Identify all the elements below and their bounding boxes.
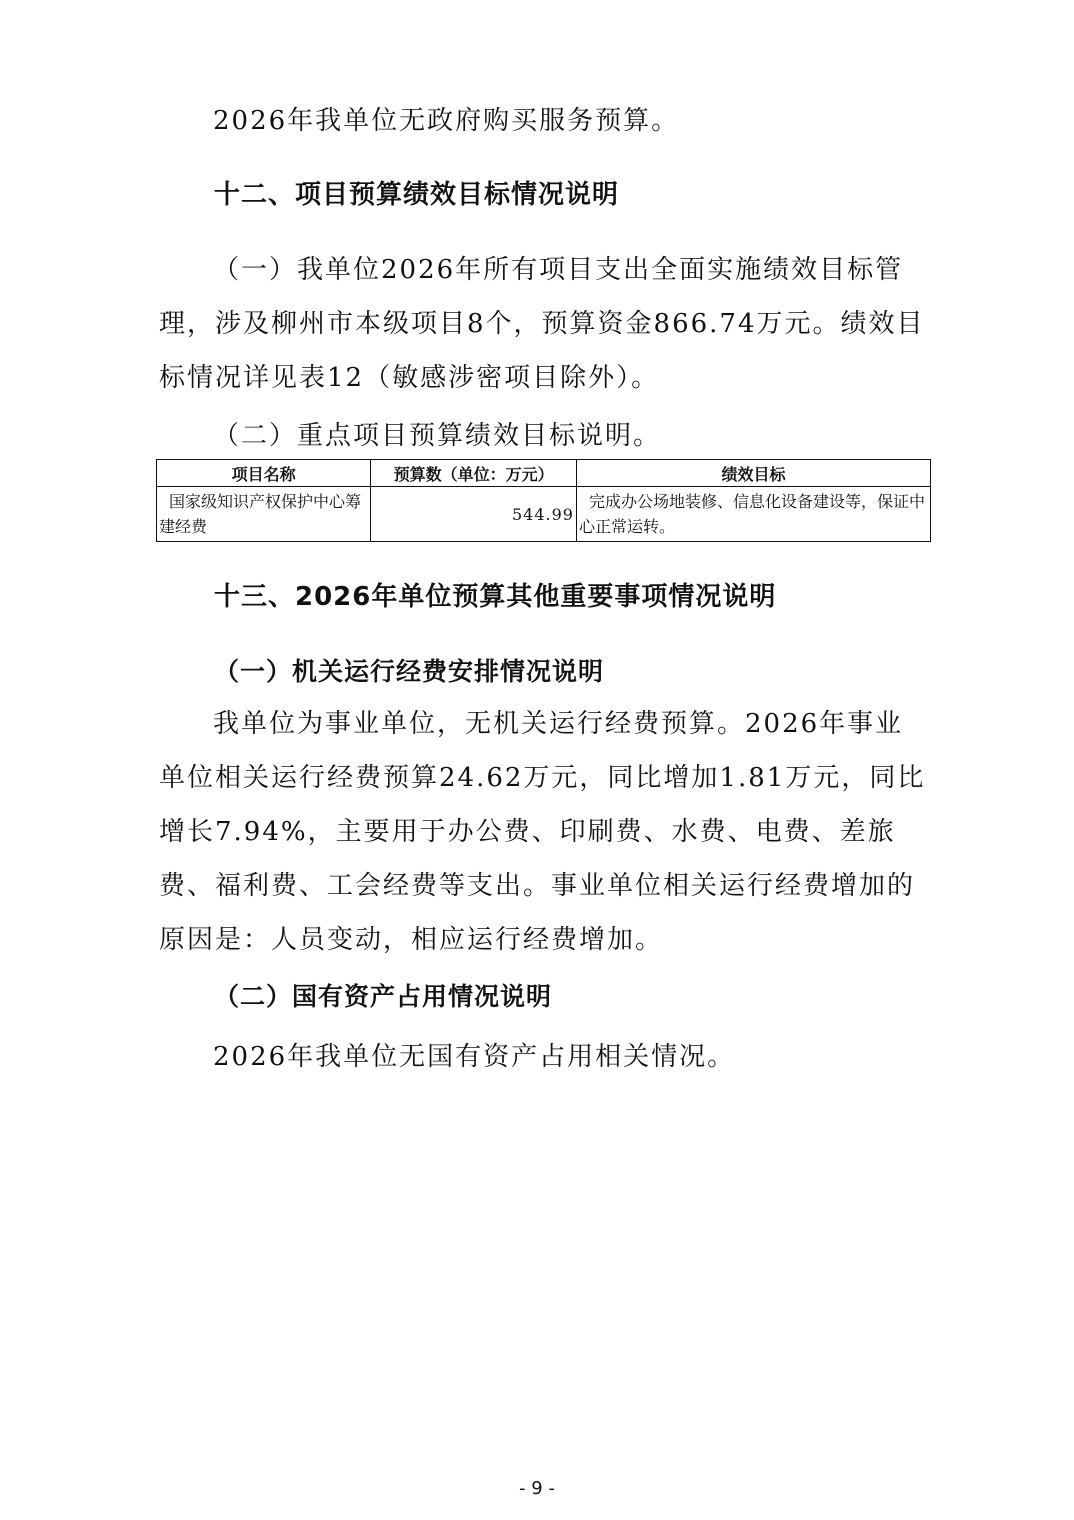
- column-header-project-name: 项目名称: [157, 460, 371, 487]
- table-header-row: [157, 460, 931, 487]
- column-header-performance-goal: 绩效目标: [576, 460, 930, 487]
- cell-project-name: 国家级知识产权保护中心筹建经费: [157, 487, 371, 542]
- table-row: [157, 487, 931, 542]
- column-header-budget-amount: 预算数（单位：万元）: [371, 460, 577, 487]
- section-heading-12: 十二、项目预算绩效目标情况说明: [214, 180, 620, 210]
- page-number: - 9 -: [519, 1478, 555, 1499]
- cell-performance-goal: 完成办公场地装修、信息化设备建设等，保证中心正常运转。: [576, 487, 930, 542]
- cell-budget-amount: 544.99: [371, 487, 577, 542]
- paragraph-performance-management: （一）我单位2026年所有项目支出全面实施绩效目标管理，涉及柳州市本级项目8个，预算资金866.74万元。绩效目标情况详见表12（敏感涉密项目除外）。: [159, 255, 925, 393]
- paragraph-key-project-intro: （二）重点项目预算绩效目标说明。: [213, 421, 662, 451]
- performance-goals-table: [156, 459, 931, 542]
- paragraph-no-purchase-service: 2026年我单位无政府购买服务预算。: [213, 106, 680, 136]
- section-heading-13: 十三、2026年单位预算其他重要事项情况说明: [214, 582, 777, 612]
- subsection-heading-state-assets: （二）国有资产占用情况说明: [214, 982, 553, 1011]
- subsection-heading-operating-funds: （一）机关运行经费安排情况说明: [214, 657, 605, 686]
- paragraph-state-assets: 2026年我单位无国有资产占用相关情况。: [213, 1042, 736, 1072]
- paragraph-operating-funds: 我单位为事业单位，无机关运行经费预算。2026年事业单位相关运行经费预算24.62万元，同比增加1.81万元，同比增长7.94%，主要用于办公费、印刷费、水费、电费、差旅费、福利费、工会经费等支出。事业单位相关运行经费增加的原因是：人员变动，相应运行经费增加。: [159, 709, 926, 955]
